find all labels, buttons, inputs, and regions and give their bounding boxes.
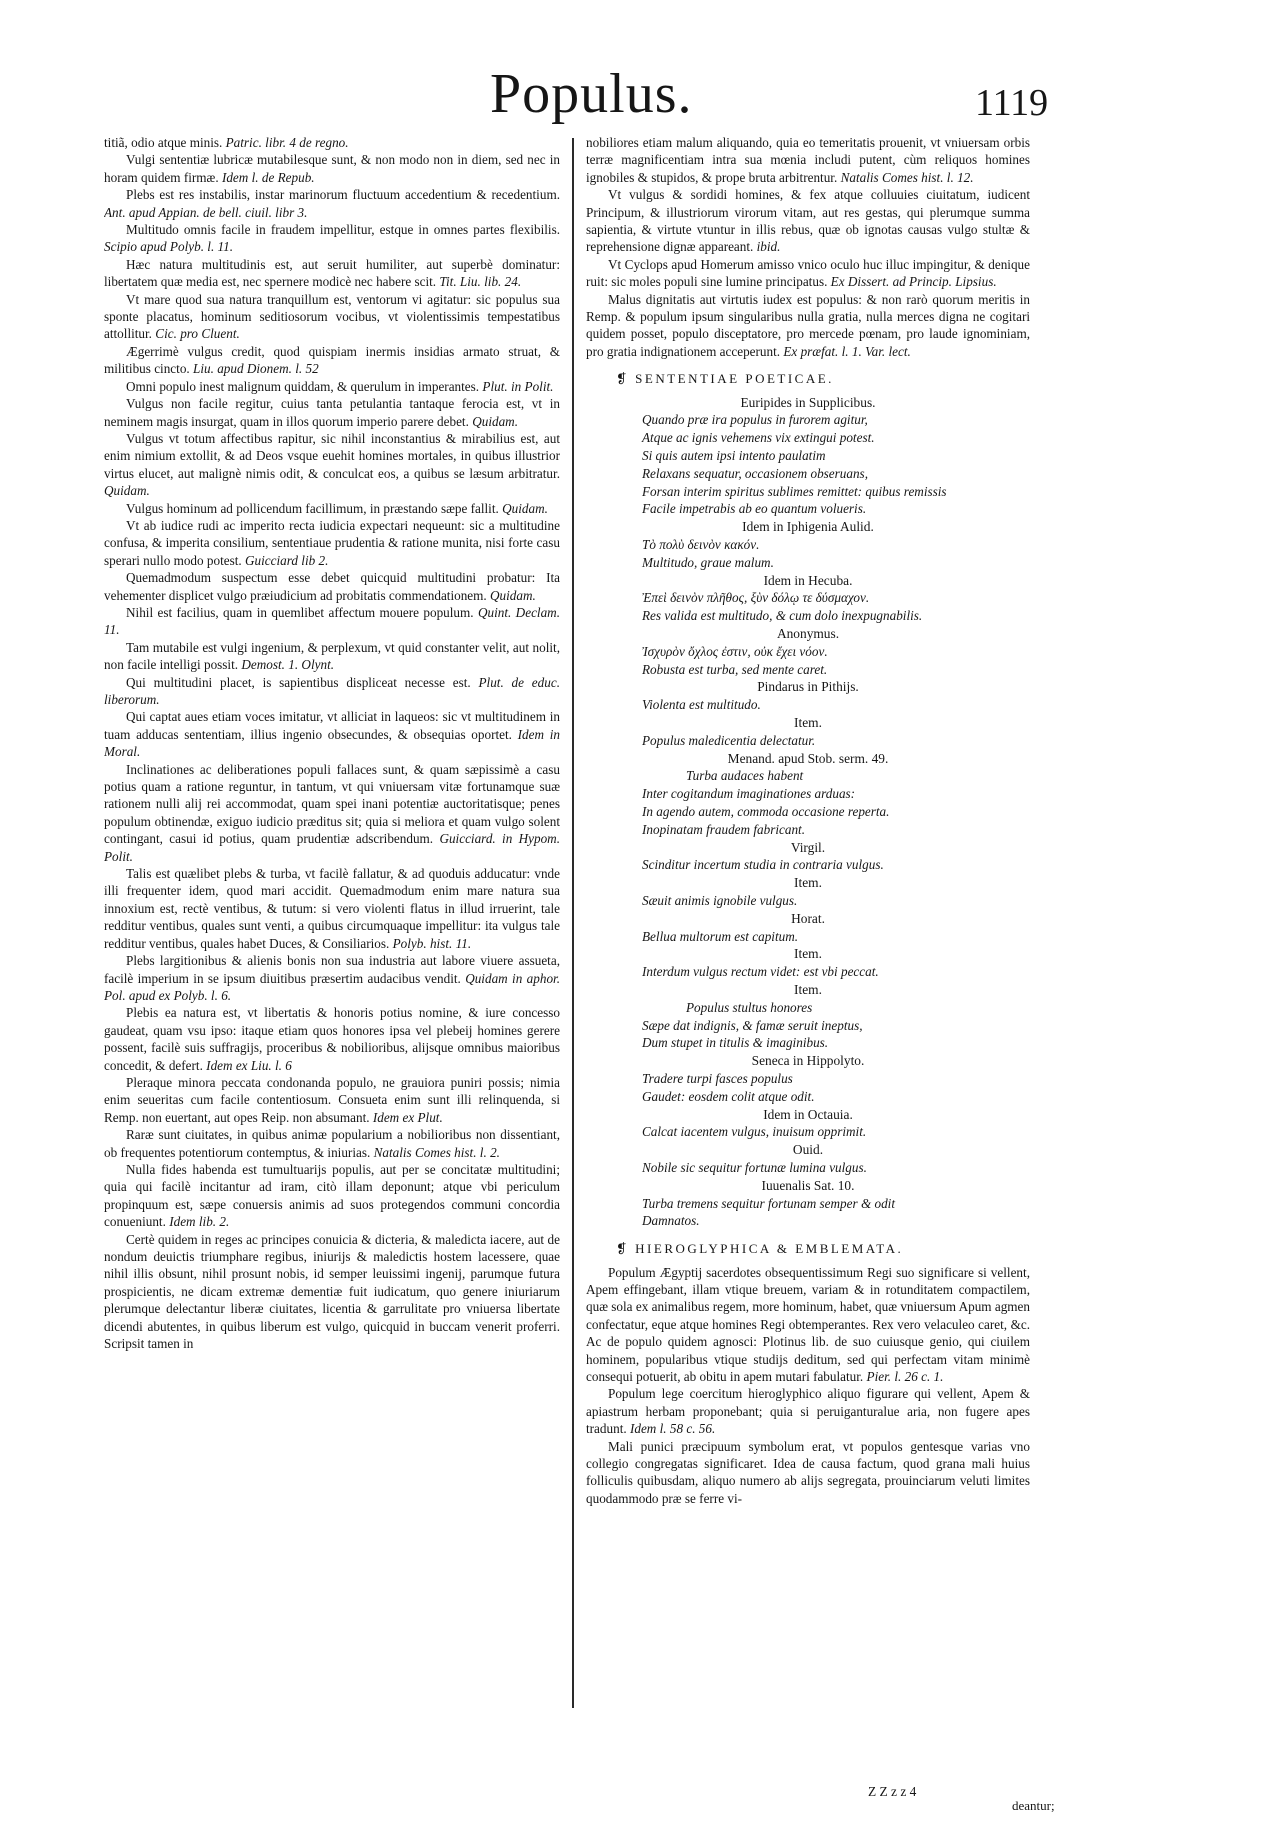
poem-line: Bellua multorum est capitum. (642, 928, 799, 944)
running-title: Populus. (490, 63, 693, 125)
entry-text: titiã, odio atque minis. (104, 135, 226, 150)
entry-source: ibid. (756, 239, 781, 255)
poem-attribution: Pindarus in Pithijs. (757, 679, 859, 695)
poem-attribution: Menand. apud Stob. serm. 49. (727, 750, 889, 766)
poem-attribution: Horat. (791, 910, 825, 926)
entry (104, 1004, 560, 1074)
entry-text: Tam mutabile est vulgi ingenium, & perplexum, vt quid constanter velit, aut nolit, non facile intelligi possit. (104, 639, 560, 673)
entry-text: Vt Cyclops apud Homerum amisso vnico oculo huc illuc impingitur, & denique ruit: sic moles populi sine lumine principatus. (586, 256, 1030, 290)
entry (586, 1438, 1030, 1508)
entry-source: Idem lib. 2. (169, 1214, 230, 1230)
poem-line: Facile impetrabis ab eo quantum volueris. (642, 501, 867, 517)
entry (104, 500, 560, 517)
entry-text: Populum lege coercitum hieroglyphico aliquo figurare qui vellent, Apem & apiastrum herbam proponebant; quia si peruiganturalue aria, non fugere apes tradunt. (586, 1386, 1030, 1437)
entry-source: Guicciard. in Hypom. Polit. (104, 831, 560, 864)
page-number: 1119 (975, 82, 1049, 124)
poem-line: Populus maledicentia delectatur. (642, 732, 816, 748)
entry-source: Liu. apud Dionem. l. 52 (193, 361, 319, 377)
poem-line: Τὸ πολὺ δεινὸν κακόν. (642, 537, 760, 553)
poem-line: Gaudet: eosdem colit atque odit. (642, 1088, 815, 1104)
entry (104, 761, 560, 865)
entry (586, 291, 1030, 361)
entry-source: Ex Dissert. ad Princip. Lipsius. (830, 274, 997, 290)
poem-attribution: Iuuenalis Sat. 10. (761, 1177, 855, 1193)
entry-source: Polyb. hist. 11. (392, 935, 472, 951)
entry (104, 395, 560, 430)
entry-text: Talis est quælibet plebs & turba, vt facilè fallatur, & ad quoduis adducatur: vnde illi frequenter idem, quod mari accidit. Quemadmodum enim mare natura sua innoxium est, rectè ventibus, & tutum: si vero violenti flatus in illud irruerint, tale redditur ventibus, quales sunt venti, a quibus circumquaque impellitur: ita vulgus tale redditur ventibus, quales habet Duces, & Consiliarios. (104, 866, 560, 951)
entry-text: Nulla fides habenda est tumultuarijs populis, aut per se concitatæ multitudini; quia qui facilè incitantur ad iram, citò illam deponunt; atque vbi periculum propinquum est, sæpe conuersis animis ad suos protegendos communi concordia conueniunt. (104, 1161, 560, 1230)
entry-source: Idem in Moral. (104, 726, 560, 760)
poem-attribution: Idem in Iphigenia Aulid. (742, 519, 874, 535)
poem-attribution: Item. (794, 715, 822, 731)
poem-line: Ἐπεὶ δεινὸν πλῆθος, ξὺν δόλῳ τε δύσμαχον. (642, 590, 870, 606)
poem-line: Dum stupet in titulis & imaginibus. (642, 1035, 829, 1051)
poem-line: Forsan interim spiritus sublimes remittet: quibus remissis (642, 483, 947, 499)
entry (104, 708, 560, 760)
poem-attribution: Anonymus. (776, 626, 840, 642)
entry (104, 517, 560, 569)
entry (104, 343, 560, 378)
entry (104, 291, 560, 343)
poem-attribution: Ouid. (792, 1142, 824, 1158)
entry-text: Plebs largitionibus & alienis bonis non sua industria aut labore viuere assueta, facilè imperium in se ipsum diuitibus præsertim audacibus vendit. (104, 953, 560, 986)
poem-attribution: Item. (794, 875, 822, 891)
entry (104, 186, 560, 221)
entry-text: Qui multitudini placet, is sapientibus displiceat necesse est. (126, 674, 479, 690)
poem-line: Sæuit animis ignobile vulgus. (642, 893, 798, 908)
entry (104, 378, 560, 395)
entry (586, 134, 1030, 186)
entry-text: Vulgi sententiæ lubricæ mutabilesque sunt, & non modo non in diem, sed nec in horam quidem firmæ. (104, 152, 560, 185)
poem-line: Nobile sic sequitur fortunæ lumina vulgus. (642, 1159, 867, 1175)
poem-line: Quando præ ira populus in furorem agitur, (642, 412, 868, 428)
hieroglyphica-text (586, 1264, 1030, 1508)
poem-line: Scinditur incertum studia in contraria vulgus. (642, 857, 884, 873)
entry-source: Demost. 1. Olynt. (241, 657, 335, 673)
entry-source: Natalis Comes hist. l. 12. (840, 169, 974, 185)
entry-text: Malus dignitatis aut virtutis iudex est populus: & non rarò quorum meritis in Remp. & populum ipsum singularibus nulla gratia, nulla merces digna ne cogitari quidem posset, populo disceptatore, pro mercede pœnam, pro laude ignominiam, pro gratia indignationem acceperunt. (586, 291, 1030, 359)
entry-source: Idem ex Plut. (372, 1109, 443, 1125)
entry-source: Scipio apud Polyb. l. 11. (104, 239, 234, 255)
entry (104, 674, 560, 709)
entry-source: Natalis Comes hist. l. 2. (373, 1144, 500, 1160)
entry-text: Certè quidem in reges ac principes conuicia & dicteria, & maledicta iacere, aut de nondum deuictis triumphare regibus, iniurijs & maledictis hostem lacessere, quae nihil illis obsunt, nihil prosunt nobis, id semper leuissimi ingenij, parumque futura prospicientis, ne dicam extremæ dementiæ fuit iudicatum, quo genere iniuriarum plerumque delectantur liberæ ciuitates, licentia & garrulitate pro vniuersa libertate dicendi abutentes, in quibus liberum est vulgo, quicquid in buccam venerit proferri. Scripsit tamen in (104, 1231, 560, 1352)
entry-text: Inclinationes ac deliberationes populi fallaces sunt, & quam sæpissimè a casu potius quam a ratione reguntur, in tantum, vt qui vniuersam vitæ fortunamque suæ rationem nulli alij rei accommodat, quam spei inani potentiæ auctoritatisque; penes populum obtinendæ, exiguo iudicio præditus sit; quia si meliora et quam vulgo solent contingant, casui id potius, quam prudentiæ adscribendum. (104, 761, 560, 847)
entry-source: Quidam. (472, 413, 518, 429)
poem-line: Res valida est multitudo, & cum dolo inexpugnabilis. (642, 608, 923, 624)
entry-text: Vt vulgus & sordidi homines, & fex atque colluuies ciuitatum, iudicent Principum, & illustriorum virorum vitam, aut res gestas, qui plerumque summa sapientia, & virtute vtuntur in illis rebus, quæ ob ignotas causas vulgo stultæ & reprehensione dignæ appareant. (586, 187, 1030, 255)
poem-line: Inter cogitandum imaginationes arduas: (642, 786, 856, 802)
poem-line: Ἰσχυρὸν ὄχλος ἐστιν, οὐκ ἔχει νόον. (642, 643, 828, 659)
entry (104, 952, 560, 1004)
entry-text: Raræ sunt ciuitates, in quibus animæ popularium a nobilioribus non dissentiant, ob frequentes potentiorum contemptus, & iniurias. (104, 1127, 560, 1160)
poem-line: Sæpe dat indignis, & famæ seruit ineptus, (642, 1017, 863, 1033)
entry-text: Populum Ægyptij sacerdotes obsequentissimum Regi suo significare si vellent, Apem effingebant, illam vtique breuem, variam & in rotunditatem compactilem, quæ sola ex animalibus regem, more hominum, habet, quæ vniuersum Apum agmen confectatur, eque atque homines Regi obtemperantes. Rex vero velaculeo caret, &c. Ac de populo quidem agnosci: Plotinus lib. de suo cuiusque genio, qui ciuilem hominem, popularibus vtique studijs deditum, sed qui perfectam vitam minimè consequi potuerit, ab obitu in apem mutari fabulatur. (586, 1264, 1030, 1384)
poem-attribution: Item. (794, 946, 822, 962)
entry (104, 639, 560, 674)
entry-text: Ægerrimè vulgus credit, quod quispiam inermis insidias armato struat, & militibus cincto. (104, 343, 560, 377)
poem-line: Si quis autem ipsi intento paulatim (642, 448, 826, 464)
entry (104, 221, 560, 256)
entry-source: Quidam in aphor. Pol. apud ex Polyb. l. 6. (104, 970, 560, 1003)
entry-source: Idem l. 58 c. 56. (629, 1421, 716, 1437)
entry-text: Vulgus hominum ad pollicendum facillimum, in præstando sæpe fallit. (126, 500, 503, 516)
poem-line: Interdum vulgus rectum videt: est vbi peccat. (642, 964, 879, 980)
entry (104, 569, 560, 604)
poem-attribution: Seneca in Hippolyto. (751, 1053, 865, 1069)
catchword: deantur; (1012, 1798, 1055, 1813)
left-column (104, 134, 560, 1704)
entry-source: Ex præfat. l. 1. Var. lect. (783, 343, 911, 359)
entry-text: Plebis ea natura est, vt libertatis & honoris potius nomine, & iure concesso gaudeat, quam vsu ipso: itaque etiam quos honores ipsa vel plebeij homines gerere possent, facilè suis suffragijs, proceribus & nobilioribus, alijsque omnibus maioribus concedit, & defert. (104, 1005, 560, 1073)
entry (586, 256, 1030, 291)
entry-text: Vt mare quod sua natura tranquillum est, ventorum vi agitatur: sic populus sua sponte placatus, hominum seditiosorum vocibus, vt violentissimis tempestatibus attollitur. (104, 291, 560, 342)
entry-source: Idem ex Liu. l. 6 (206, 1057, 292, 1073)
poem-line: In agendo autem, commoda occasione reperta. (642, 804, 890, 820)
entry (104, 865, 560, 952)
poem-attribution: Idem in Hecuba. (763, 572, 853, 588)
entry (104, 256, 560, 291)
poetic-sentences (586, 394, 1030, 1230)
entry-text: Omni populo inest malignum quiddam, & querulum in imperantes. (126, 378, 483, 394)
entry (586, 1385, 1030, 1437)
entry (586, 186, 1030, 256)
entry-source: Idem l. de Repub. (221, 169, 315, 185)
poem-line: Calcat iacentem vulgus, inuisum opprimit. (642, 1124, 867, 1140)
entry-text: Nihil est facilius, quam in quemlibet affectum mouere populum. (126, 604, 478, 620)
poetic-heading: ❡ SENTENTIAE POETICAE. (616, 371, 834, 387)
entry-text: Hæc natura multitudinis est, aut seruit humiliter, aut superbè dominatur: libertatem quæ media est, nec spernere modicè nec habere scit. (104, 256, 560, 290)
poem-line: Robusta est turba, sed mente caret. (642, 661, 828, 677)
entry-source: Quidam. (104, 483, 150, 499)
right-column (586, 134, 1030, 1724)
entry-text: nobiliores etiam malum aliquando, quia eo temeritatis prouenit, vt vniuersam orbis terræ magnificentiam intra sua mœnia includi putent, cùm reliquos homines ignobiles & stupidos, & prope bruta arbitrentur. (586, 135, 1030, 185)
entry-text: Quemadmodum suspectum esse debet quicquid multitudini probatur: Ita vehementer displicet vulgo præiudicium ad probitatis commendationem. (104, 570, 560, 603)
entry (104, 1161, 560, 1231)
entry-text: Plebs est res instabilis, instar marinorum fluctuum accedentium & recedentium. (126, 187, 560, 203)
entry (104, 430, 560, 500)
entry-text: Vt ab iudice rudi ac imperito recta iudicia expectari nequeunt: sic a multitudine confusa, & imperita consilium, sententiaue prudentia & ratione munita, nisi forte casu sperari nullo modo potest. (104, 517, 560, 568)
entry-source: Ant. apud Appian. de bell. ciuil. libr 3. (104, 204, 308, 220)
poem-line: Populus stultus honores (686, 999, 813, 1015)
entry-source: Plut. in Polit. (482, 378, 554, 394)
hieroglyphica-heading: ❡ HIEROGLYPHICA & EMBLEMATA. (616, 1241, 904, 1257)
entry (104, 1126, 560, 1161)
poem-line: Violenta est multitudo. (642, 697, 761, 713)
column-rule (572, 138, 574, 1708)
poem-attribution: Idem in Octauia. (763, 1106, 853, 1122)
entry (104, 1074, 560, 1126)
poem-line: Multitudo, graue malum. (642, 554, 774, 570)
signature-mark: Z Z z z 4 (868, 1784, 917, 1799)
entry (104, 134, 560, 151)
poem-line: Turba audaces habent (686, 768, 804, 784)
entry-text: Qui captat aues etiam voces imitatur, vt alliciat in laqueos: sic vt multitudinem in tuam adducas sententiam, illius ingenio obsecundes, & obsequias oportet. (104, 709, 560, 742)
poem-attribution: Item. (794, 981, 822, 997)
entry-source: Plut. de educ. liberorum. (104, 674, 560, 707)
poem-attribution: Euripides in Supplicibus. (740, 394, 876, 410)
entry-source: Tit. Liu. lib. 24. (439, 274, 522, 290)
entry-text: Pleraque minora peccata condonanda populo, ne grauiora puniri possis; nimia enim seueritas cum facile contentiosum. Consueta enim sunt illi relinquenda, si Remp. non euertant, aut opes Reip. non absumant. (104, 1074, 560, 1125)
entry-source: Guicciard lib 2. (245, 552, 329, 568)
entry-source: Cic. pro Cluent. (155, 326, 240, 342)
entry-text: Multitudo omnis facile in fraudem impellitur, estque in omnes partes flexibilis. (126, 222, 560, 238)
entry-source: Quint. Declam. 11. (104, 604, 560, 638)
entry (586, 1264, 1030, 1386)
entry (104, 1231, 560, 1353)
poem-line: Tradere turpi fasces populus (642, 1070, 793, 1086)
entry-text: Vulgus vt totum affectibus rapitur, sic nihil inconstantius & mirabilius est, aut enim nimium extollit, & ad Deos vsque euehit homines mortales, in quibus illustrior virtus elucet, aut malignè nimis odit, & conculcat eos, a quibus se læsum arbitratur. (104, 430, 560, 481)
poem-line: Inopinatam fraudem fabricant. (642, 821, 806, 837)
entry-source: Quidam. (490, 587, 536, 603)
right-prose (586, 134, 1030, 360)
poem-line: Turba tremens sequitur fortunam semper & odit (642, 1195, 896, 1211)
entry-source: Pier. l. 26 c. 1. (866, 1368, 944, 1384)
entry-text: Mali punici præcipuum symbolum erat, vt populos gentesque varias vno collegio congregatas significaret. Idea de causa factum, quod grana mali huius folliculis quibusdam, aliquo numero ab alijs segregata, prouinciarum veluti limites quodammodo præ se ferre vi- (586, 1438, 1030, 1506)
entry-text: Vulgus non facile regitur, cuius tanta petulantia tantaque ferocia est, vt in neminem magis insurgat, quam in illos quorum imperio parere debet. (104, 396, 560, 429)
entry (104, 151, 560, 186)
poem-line: Relaxans sequatur, occasionem obseruans, (642, 465, 868, 481)
poem-line: Damnatos. (642, 1213, 700, 1229)
poem-attribution: Virgil. (790, 839, 826, 855)
entry-source: Quidam. (502, 500, 548, 516)
entry-source: Patric. libr. 4 de regno. (225, 135, 349, 150)
entry (104, 604, 560, 639)
poem-line: Atque ac ignis vehemens vix extingui potest. (642, 430, 875, 446)
